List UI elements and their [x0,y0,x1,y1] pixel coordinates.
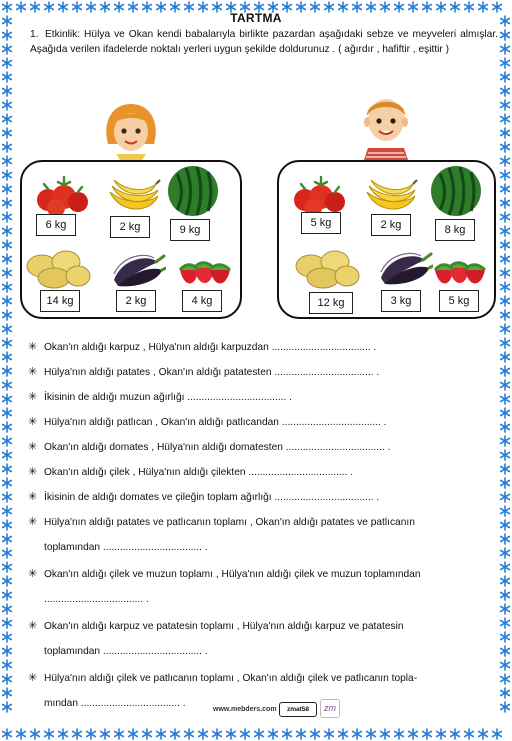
border-snowflake-icon [501,268,510,278]
border-snowflake-icon [3,324,12,334]
strawberry-icon [176,254,234,288]
border-snowflake-icon [3,408,12,418]
border-snowflake-icon [3,729,12,739]
border-snowflake-icon [409,729,418,739]
watermelon-weight-label: 8 kg [435,219,475,241]
border-snowflake-icon [87,729,96,739]
border-snowflake-icon [3,226,12,236]
border-snowflake-icon [501,702,510,712]
border-snowflake-icon [17,729,26,739]
border-snowflake-icon [501,674,510,684]
bullet-star-icon: ✳ [28,491,38,503]
border-snowflake-icon [3,576,12,586]
border-snowflake-icon [501,688,510,698]
banana-icon [102,170,164,218]
border-snowflake-icon [501,562,510,572]
exercise-number: 1. [30,29,39,40]
border-snowflake-icon [501,604,510,614]
bullet-star-icon: ✳ [28,568,38,580]
border-snowflake-icon [3,674,12,684]
bullet-star-icon: ✳ [28,416,38,428]
question-item [28,391,496,404]
border-snowflake-icon [45,729,54,739]
question-item [28,441,496,454]
question-text: Okan'ın aldığı çilek , Hülya'nın aldığı çilekten ................................... . [44,467,354,478]
border-snowflake-icon [437,729,446,739]
border-snowflake-icon [143,729,152,739]
border-snowflake-icon [3,366,12,376]
banana-icon [359,170,421,218]
border-snowflake-icon [3,534,12,544]
border-snowflake-icon [3,604,12,614]
question-item [28,516,496,554]
border-snowflake-icon [501,576,510,586]
question-item [28,568,496,606]
banana-weight-label: 2 kg [371,214,411,236]
question-text-continued: ................................... . [44,594,149,605]
question-text: Hülya'nın aldığı patates , Okan'ın aldığı patatesten ................................... . [44,367,380,378]
watermelon-weight-label: 9 kg [170,219,210,241]
border-snowflake-icon [501,590,510,600]
border-snowflake-icon [501,646,510,656]
border-snowflake-icon [501,408,510,418]
potato-icon [293,246,361,290]
border-snowflake-icon [3,492,12,502]
border-snowflake-icon [3,282,12,292]
border-snowflake-icon [3,380,12,390]
border-snowflake-icon [171,729,180,739]
border-snowflake-icon [3,506,12,516]
potato-weight-label: 12 kg [309,292,353,314]
question-text-continued: mından ................................... . [44,698,186,709]
border-snowflake-icon [501,380,510,390]
border-snowflake-icon [59,729,68,739]
border-snowflake-icon [3,394,12,404]
question-item [28,366,496,379]
bullet-star-icon: ✳ [28,441,38,453]
question-text: Okan'ın aldığı domates , Hülya'nın aldığı domatesten ................................... . [44,442,391,453]
border-snowflake-icon [3,156,12,166]
border-snowflake-icon [501,156,510,166]
potato-weight-label: 14 kg [40,290,80,312]
border-snowflake-icon [3,590,12,600]
border-snowflake-icon [423,729,432,739]
border-snowflake-icon [3,436,12,446]
bullet-star-icon: ✳ [28,391,38,403]
border-snowflake-icon [3,212,12,222]
border-snowflake-icon [3,240,12,250]
border-snowflake-icon [3,100,12,110]
border-snowflake-icon [501,548,510,558]
border-snowflake-icon [501,310,510,320]
border-snowflake-icon [3,618,12,628]
question-item [28,341,496,354]
signature-mark: zm [320,699,340,718]
border-snowflake-icon [185,729,194,739]
border-snowflake-icon [501,366,510,376]
boy-face-icon [356,90,416,160]
border-snowflake-icon [451,729,460,739]
border-snowflake-icon [31,729,40,739]
eggplant-icon [375,250,433,286]
border-snowflake-icon [3,72,12,82]
tomato-icon [287,170,349,218]
border-snowflake-icon [283,729,292,739]
border-snowflake-icon [339,729,348,739]
question-text: Okan'ın aldığı çilek ve muzun toplamı , Hülya'nın aldığı çilek ve muzun toplamından [44,569,421,580]
border-snowflake-icon [3,338,12,348]
footer-site-link[interactable]: www.mebders.com [213,706,277,713]
bullet-star-icon: ✳ [28,620,38,632]
border-snowflake-icon [501,492,510,502]
border-snowflake-icon [3,268,12,278]
border-snowflake-icon [501,72,510,82]
border-snowflake-icon [3,422,12,432]
border-snowflake-icon [269,729,278,739]
border-snowflake-icon [353,729,362,739]
border-snowflake-icon [199,729,208,739]
border-snowflake-icon [3,198,12,208]
border-snowflake-icon [501,632,510,642]
border-snowflake-icon [3,688,12,698]
border-snowflake-icon [3,464,12,474]
border-snowflake-icon [157,729,166,739]
border-snowflake-icon [3,562,12,572]
okan-produce-panel [277,160,496,319]
question-text-continued: toplamından ................................... . [44,542,208,553]
border-snowflake-icon [3,114,12,124]
strawberry-icon [431,254,489,288]
question-item [28,620,496,658]
border-snowflake-icon [501,324,510,334]
strawberry-weight-label: 5 kg [439,290,479,312]
border-snowflake-icon [3,352,12,362]
border-snowflake-icon [501,506,510,516]
border-snowflake-icon [501,464,510,474]
border-snowflake-icon [129,729,138,739]
border-snowflake-icon [3,310,12,320]
watermelon-icon [429,164,483,218]
watermelon-icon [166,164,220,218]
border-snowflake-icon [3,478,12,488]
eggplant-weight-label: 3 kg [381,290,421,312]
border-snowflake-icon [501,198,510,208]
border-snowflake-icon [3,30,12,40]
border-snowflake-icon [213,729,222,739]
question-text-continued: toplamından ................................... . [44,646,208,657]
question-text: Hülya'nın aldığı patlıcan , Okan'ın aldığı patlıcandan ................................... . [44,417,387,428]
question-item [28,466,496,479]
border-snowflake-icon [325,729,334,739]
border-snowflake-icon [501,436,510,446]
border-snowflake-icon [255,729,264,739]
question-text: Okan'ın aldığı karpuz , Hülya'nın aldığı karpuzdan ................................... . [44,342,377,353]
border-snowflake-icon [501,240,510,250]
girl-face-icon [100,102,162,160]
border-snowflake-icon [3,184,12,194]
border-snowflake-icon [3,44,12,54]
bullet-star-icon: ✳ [28,466,38,478]
border-snowflake-icon [479,729,488,739]
border-snowflake-icon [3,702,12,712]
question-text: İkisinin de aldığı muzun ağırlığı ................................... . [44,392,292,403]
border-snowflake-icon [501,478,510,488]
border-snowflake-icon [3,128,12,138]
banana-weight-label: 2 kg [110,216,150,238]
border-snowflake-icon [3,142,12,152]
border-snowflake-icon [501,254,510,264]
eggplant-weight-label: 2 kg [116,290,156,312]
bullet-star-icon: ✳ [28,672,38,684]
border-snowflake-icon [381,729,390,739]
border-snowflake-icon [501,618,510,628]
border-snowflake-icon [3,86,12,96]
border-snowflake-icon [501,296,510,306]
border-snowflake-icon [297,729,306,739]
border-snowflake-icon [501,184,510,194]
border-snowflake-icon [493,729,502,739]
border-snowflake-icon [3,254,12,264]
bullet-star-icon: ✳ [28,366,38,378]
border-snowflake-icon [501,338,510,348]
border-snowflake-icon [3,450,12,460]
border-snowflake-icon [501,86,510,96]
border-snowflake-icon [3,58,12,68]
border-snowflake-icon [501,128,510,138]
tomato-weight-label: 6 kg [36,214,76,236]
border-snowflake-icon [3,646,12,656]
border-snowflake-icon [367,729,376,739]
border-snowflake-icon [3,632,12,642]
border-snowflake-icon [501,282,510,292]
border-snowflake-icon [311,729,320,739]
question-item [28,416,496,429]
instructions [30,27,498,57]
border-snowflake-icon [465,729,474,739]
border-snowflake-icon [501,394,510,404]
bullet-star-icon: ✳ [28,516,38,528]
border-snowflake-icon [501,422,510,432]
tomato-icon [30,170,92,218]
border-snowflake-icon [227,729,236,739]
question-text: İkisinin de aldığı domates ve çileğin toplam ağırlığı ................................... . [44,492,380,503]
eggplant-icon [108,252,166,288]
border-snowflake-icon [3,170,12,180]
question-item [28,672,496,710]
hulya-produce-panel [20,160,242,319]
border-snowflake-icon [501,534,510,544]
border-snowflake-icon [115,729,124,739]
border-snowflake-icon [3,660,12,670]
author-badge: zmat58 [279,702,317,717]
border-snowflake-icon [3,548,12,558]
potato-icon [24,246,92,290]
page-title: TARTMA [230,11,282,25]
question-item [28,491,496,504]
border-snowflake-icon [3,296,12,306]
border-snowflake-icon [501,142,510,152]
question-text: Hülya'nın aldığı çilek ve patlıcanın toplamı , Okan'ın aldığı çilek ve patlıcanın topla- [44,673,418,684]
border-snowflake-icon [501,58,510,68]
bullet-star-icon: ✳ [28,341,38,353]
border-snowflake-icon [501,520,510,530]
border-snowflake-icon [501,660,510,670]
border-snowflake-icon [395,729,404,739]
border-snowflake-icon [241,729,250,739]
border-snowflake-icon [501,212,510,222]
question-text: Okan'ın aldığı karpuz ve patatesin toplamı , Hülya'nın aldığı karpuz ve patatesin [44,621,404,632]
border-snowflake-icon [3,520,12,530]
border-snowflake-icon [73,729,82,739]
question-text: Hülya'nın aldığı patates ve patlıcanın toplamı , Okan'ın aldığı patates ve patlıcanın [44,517,415,528]
strawberry-weight-label: 4 kg [182,290,222,312]
border-snowflake-icon [501,450,510,460]
tomato-weight-label: 5 kg [301,212,341,234]
border-snowflake-icon [501,170,510,180]
border-snowflake-icon [501,44,510,54]
border-snowflake-icon [501,100,510,110]
question-list [28,341,496,710]
border-snowflake-icon [501,352,510,362]
border-snowflake-icon [101,729,110,739]
instructions-text: Etkinlik: Hülya ve Okan kendi babalarıyla birlikte pazardan aşağıdaki sebze ve meyveleri almışlar. Aşağıda verilen ifadelerde noktalı yerleri uygun şekilde doldurunuz . ( ağırdır , hafiftir , eşittir ) [30,29,498,55]
border-snowflake-icon [501,114,510,124]
border-snowflake-icon [501,226,510,236]
border-snowflake-icon [501,30,510,40]
